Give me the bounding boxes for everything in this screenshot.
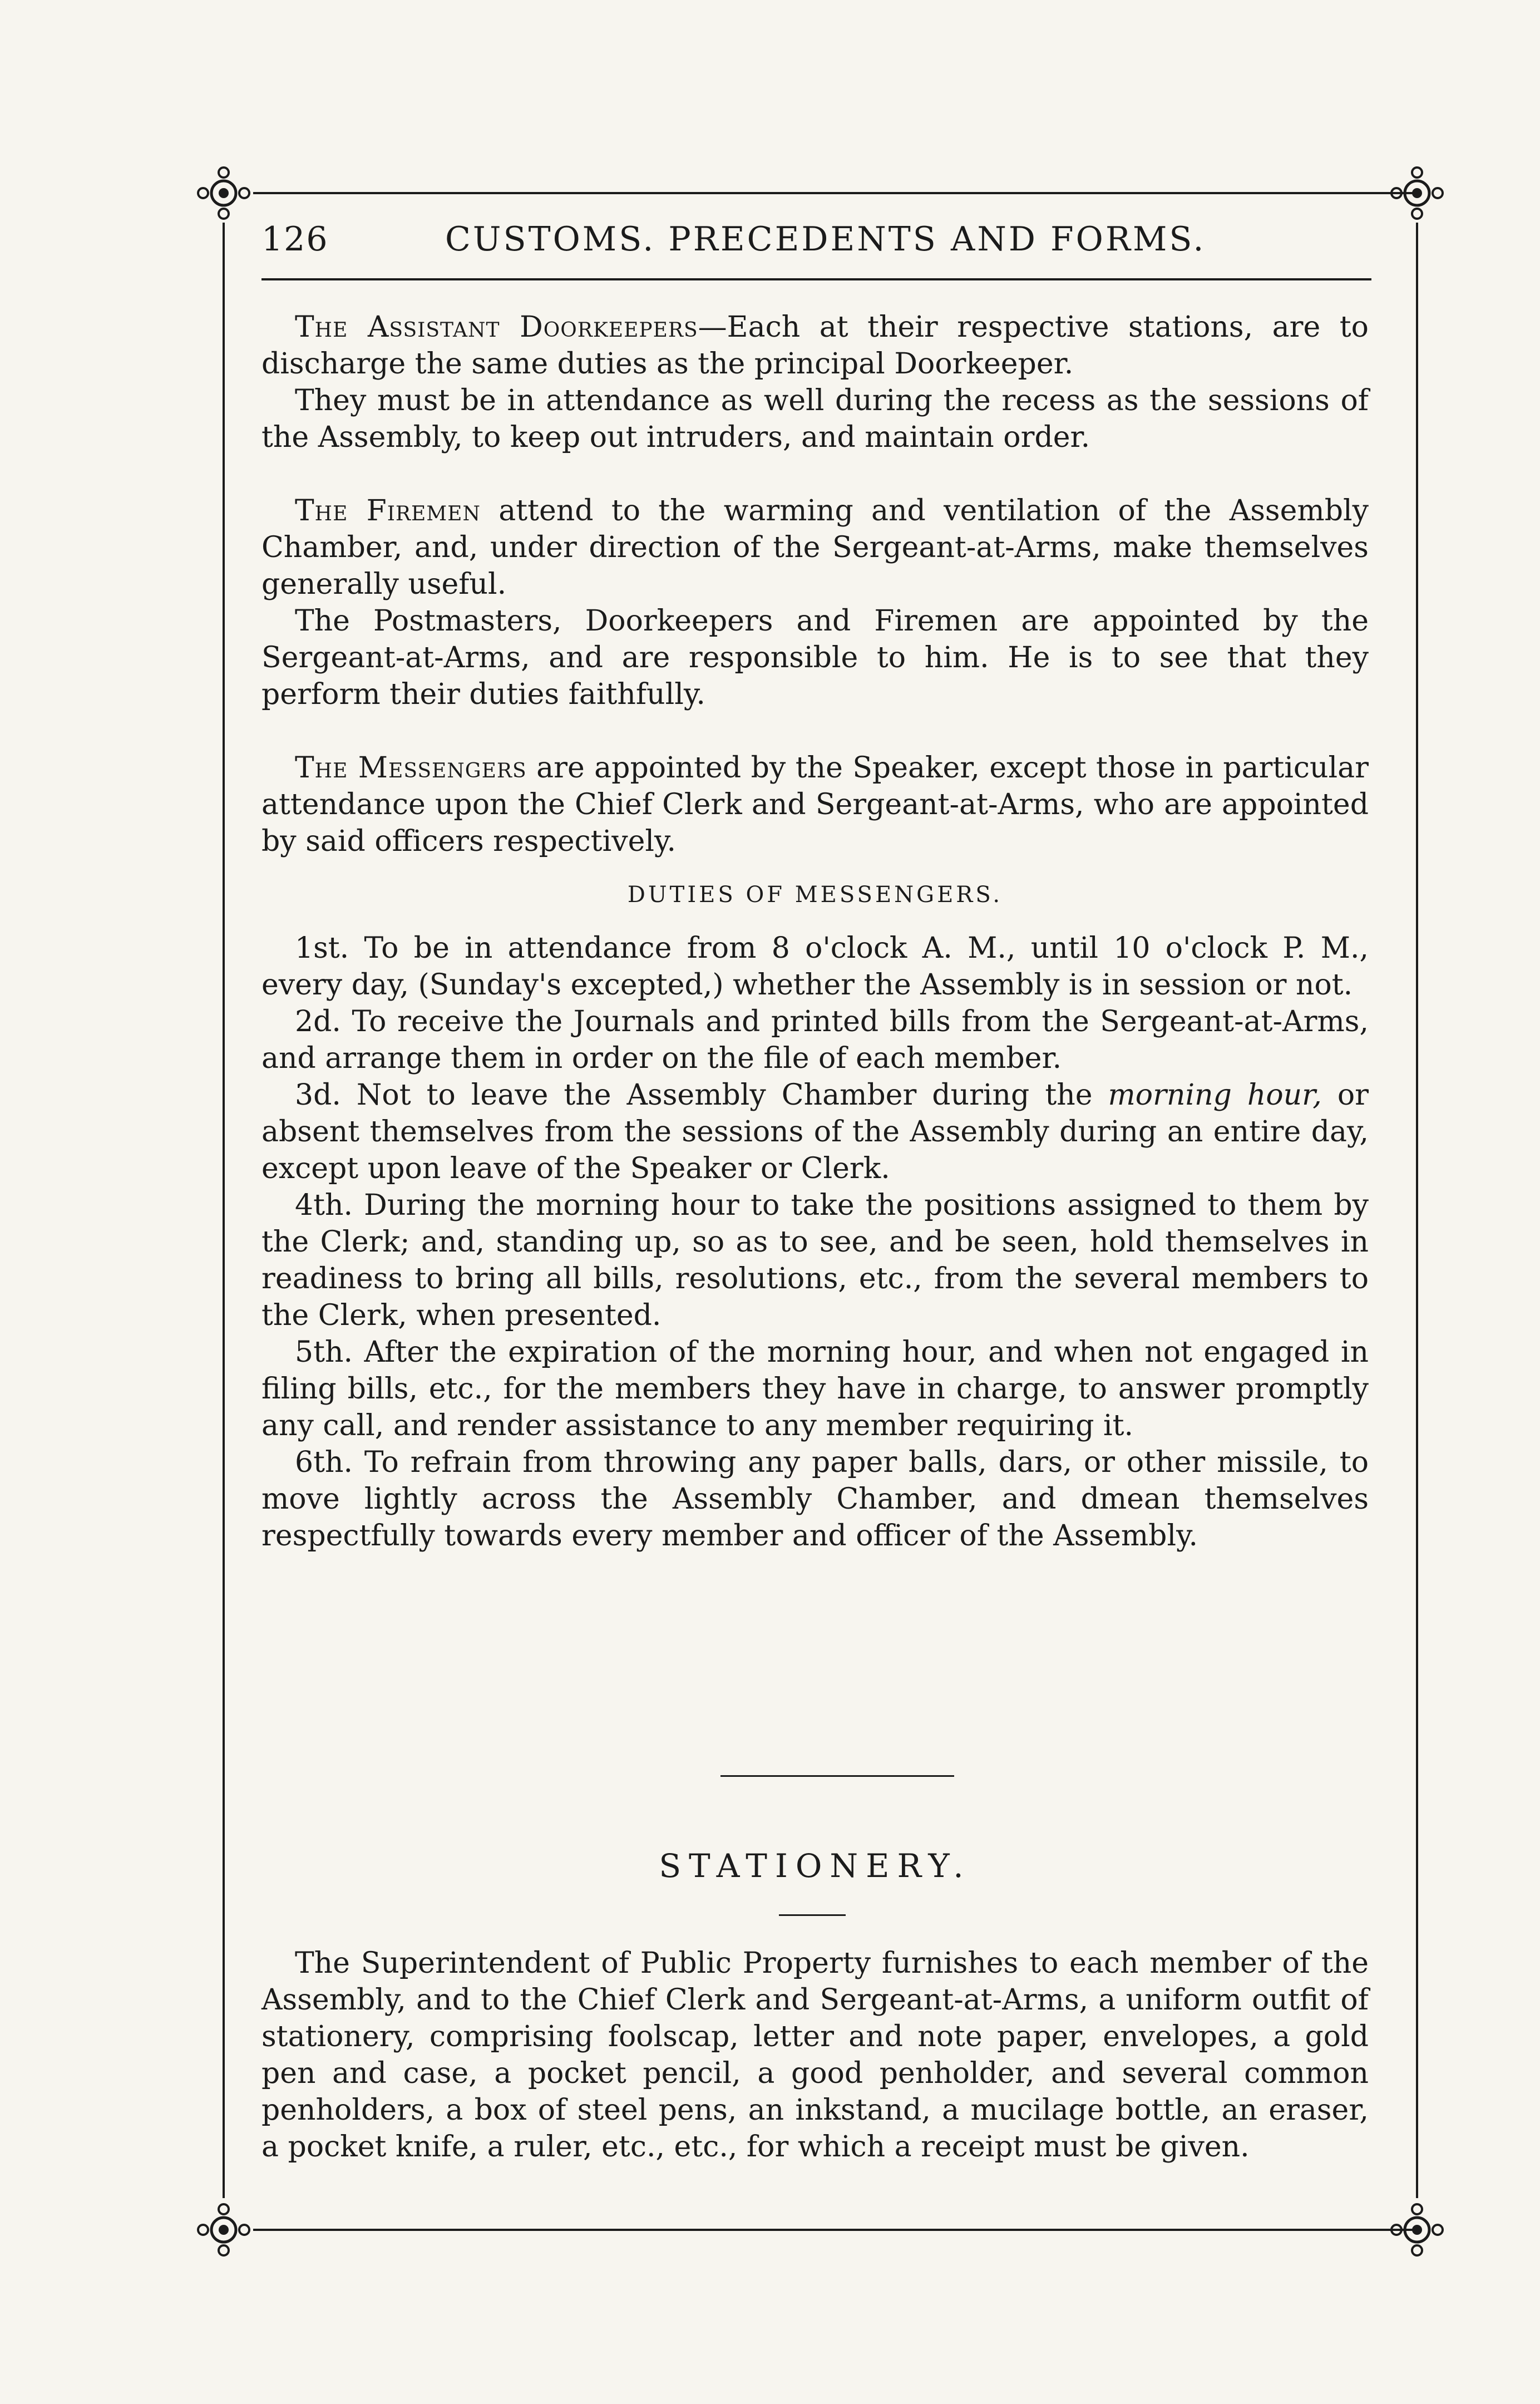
spacer: [261, 456, 1369, 492]
frame-left-rule: [223, 223, 225, 2198]
firemen-paragraph: [261, 492, 1369, 603]
duty-item-3-emphasis: morning hour,: [1108, 1078, 1322, 1112]
duties-heading: DUTIES OF MESSENGERS.: [627, 882, 1003, 908]
corner-ornament-bottom-left-icon: [193, 2199, 254, 2260]
corner-ornament-top-right-icon: [1386, 162, 1448, 224]
duty-item-3-end: or absent themselves from the sessions of the Assembly during an entire day, except upon leave of the Speaker or Clerk.: [261, 1078, 1369, 1185]
stationery-body: [261, 1945, 1369, 2165]
firemen-text: attend to the warming and ventilation of the Assembly Chamber, and, under direction of the Sergeant-at-Arms, make themselves generally useful.: [261, 494, 1369, 601]
corner-ornament-top-left-icon: [193, 162, 254, 224]
assistant-doorkeepers-text: —Each at their respective stations, are to discharge the same duties as the principal Doorkeeper.: [261, 311, 1369, 381]
assistant-doorkeepers-attendance: They must be in attendance as well during the recess as the sessions of the Assembly, to keep out intruders, and maintain order.: [261, 384, 1369, 454]
assistant-doorkeepers-paragraph: [261, 309, 1369, 382]
page-number: 126: [261, 220, 329, 259]
messengers-lead: The Messengers: [295, 751, 527, 785]
stationery-heading: STATIONERY.: [659, 1847, 971, 1885]
page-body: [261, 309, 1369, 1554]
duty-item-2: 2d. To receive the Journals and printed bills from the Sergeant-at-Arms, and arrange them in order on the file of each member.: [261, 1005, 1369, 1075]
messengers-paragraph: [261, 750, 1369, 860]
running-header: [261, 220, 1369, 264]
frame-bottom-rule: [253, 2229, 1413, 2231]
duty-item-1: 1st. To be in attendance from 8 o'clock A. M., until 10 o'clock P. M., every day, (Sunday's excepted,) whether the Assembly is in session or not.: [261, 932, 1369, 1002]
frame-right-rule: [1416, 223, 1418, 2198]
header-rule: [261, 278, 1371, 280]
duty-item-5: 5th. After the expiration of the morning hour, and when not engaged in filing bills, etc., for the members they have in charge, to answer promptly any call, and render assistance to any member requiring it.: [261, 1336, 1369, 1442]
spacer: [261, 713, 1369, 750]
duty-item-6: 6th. To refrain from throwing any paper balls, dars, or other missile, to move lightly across the Assembly Chamber, and dmean themselves respectfully towards every member and officer of the Assembly.: [261, 1446, 1369, 1553]
firemen-lead: The Firemen: [295, 494, 481, 528]
stationery-paragraph: The Superintendent of Public Property furnishes to each member of the Assembly, and to the Chief Clerk and Sergeant-at-Arms, a uniform outfit of stationery, comprising foolscap, letter and note paper, envelopes, a gold pen and case, a pocket pencil, a good penholder, and several common penholders, a box of steel pens, an inkstand, a mucilage bottle, an eraser, a pocket knife, a ruler, etc., etc., for which a receipt must be given.: [261, 1947, 1369, 2164]
section-divider-rule: [720, 1775, 954, 1777]
frame-top-rule: [253, 192, 1413, 194]
duty-item-3: [261, 1077, 1369, 1187]
corner-ornament-bottom-right-icon: [1386, 2199, 1448, 2260]
duty-item-3-start: 3d. Not to leave the Assembly Chamber during the: [295, 1078, 1108, 1112]
appointments-paragraph: The Postmasters, Doorkeepers and Firemen are appointed by the Sergeant-at-Arms, and are responsible to him. He is to see that they perform their duties faithfully.: [261, 604, 1369, 711]
duty-item-4: 4th. During the morning hour to take the positions assigned to them by the Clerk; and, standing up, so as to see, and be seen, hold themselves in readiness to bring all bills, resolutions, etc., from the several members to the Clerk, when presented.: [261, 1189, 1369, 1332]
running-title: CUSTOMS. PRECEDENTS AND FORMS.: [445, 220, 1206, 259]
stationery-short-rule: [779, 1914, 846, 1916]
messengers-text: are appointed by the Speaker, except those in particular attendance upon the Chief Clerk and Sergeant-at-Arms, who are appointed by said officers respectively.: [261, 751, 1369, 858]
assistant-doorkeepers-lead: The Assistant Doorkeepers: [295, 311, 698, 344]
